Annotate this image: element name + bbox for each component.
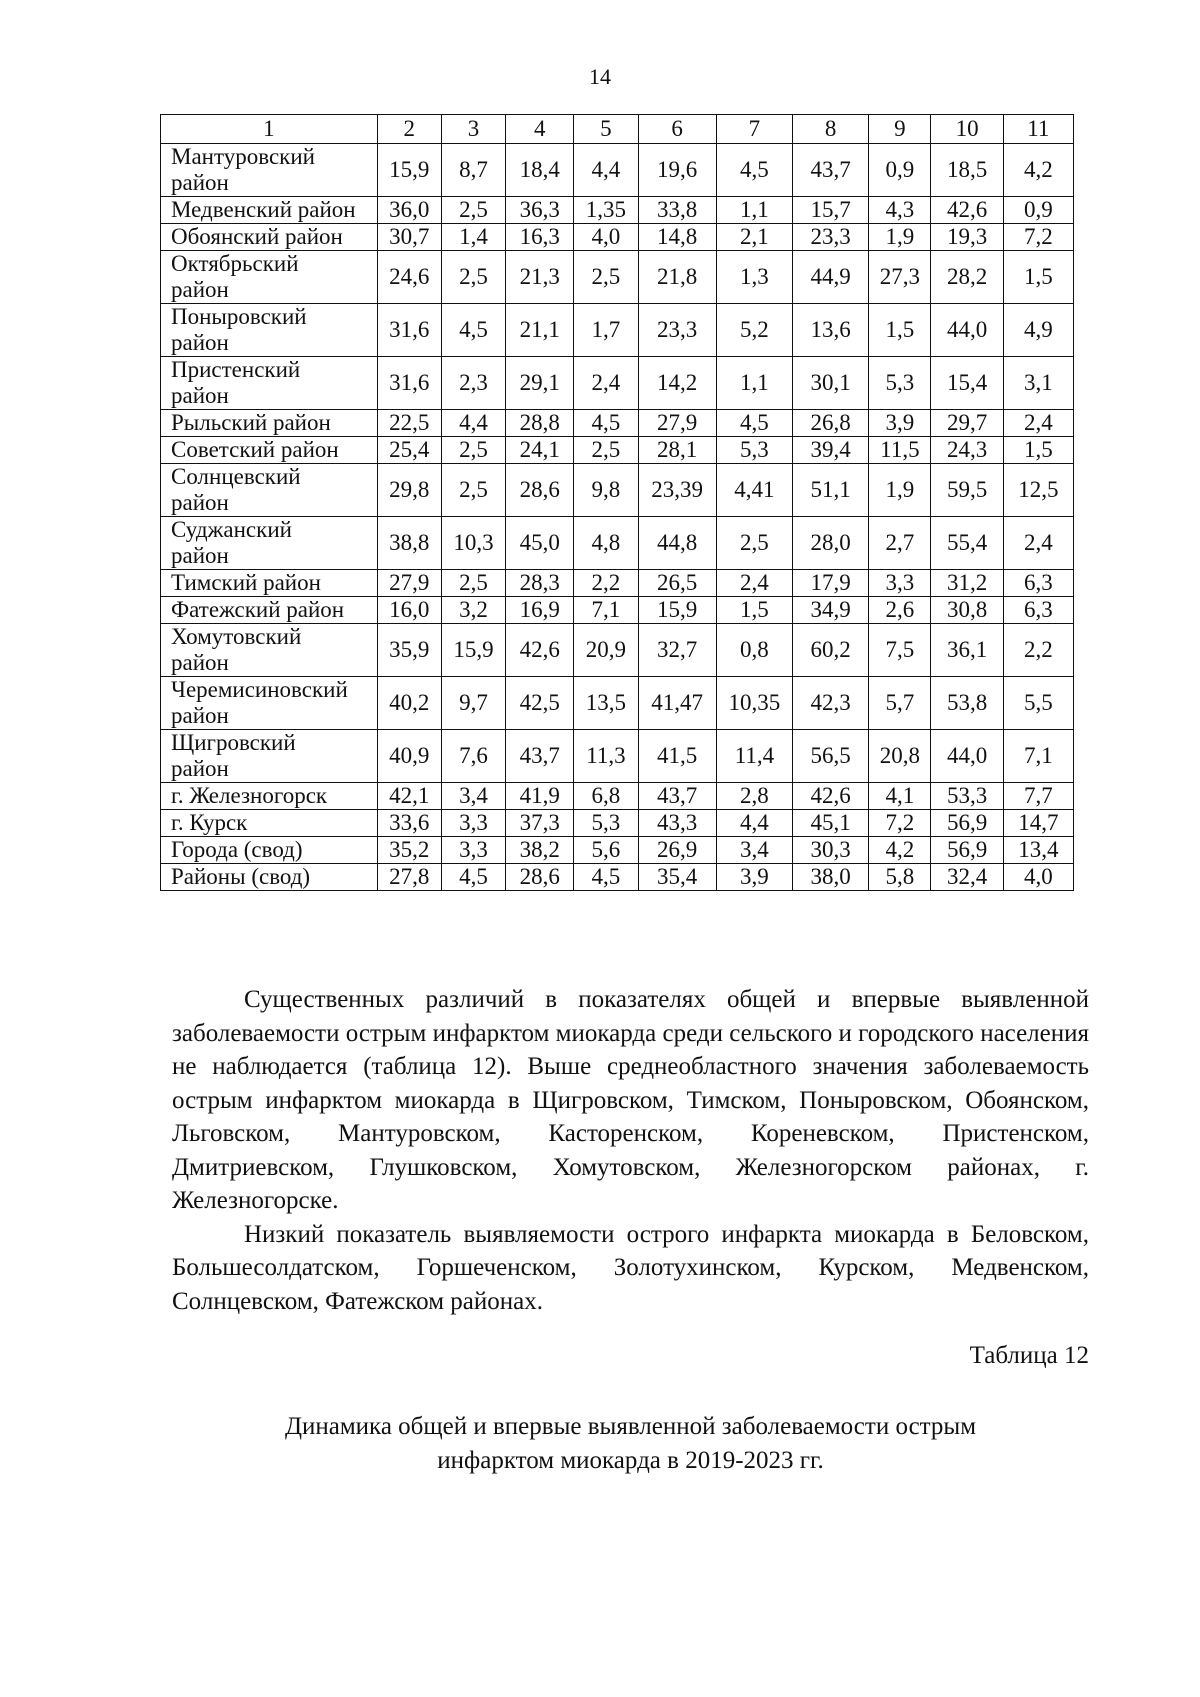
value-cell: 4,1 [869,783,931,810]
paragraph: Существенных различий в показателях общей и впервые выявленной заболеваемости острым инфарктом миокарда среди сельского и городского населения не наблюдается (таблица 12). Выше среднеобластного значения заболеваемость острым инфарктом миокарда в Щигровском, Тимском, Поныровском, Обоянском, Льговском, Мантуровском, Касторенском, Кореневском, Пристенском, Дмитриевском, Глушковском, Хомутовском, Железногорском районах, г. Железногорске. [172,986,1089,1214]
column-header: 7 [716,115,792,144]
value-cell: 10,3 [441,517,505,570]
value-cell: 23,3 [793,224,869,251]
value-cell: 30,1 [793,357,869,410]
value-cell: 28,6 [506,464,574,517]
value-cell: 24,3 [931,437,1003,464]
value-cell: 3,4 [716,837,792,864]
column-header: 2 [377,115,441,144]
value-cell: 0,8 [716,624,792,677]
table-row [161,730,1074,783]
value-cell: 21,8 [638,251,716,304]
value-cell: 2,5 [574,251,638,304]
value-cell: 12,5 [1003,464,1073,517]
value-cell: 26,5 [638,570,716,597]
paragraph: Низкий показатель выявляемости острого инфаркта миокарда в Беловском, Большесолдатском, Горшеченском, Золотухинском, Курском, Медвенском, Солнцевском, Фатежском районах. [172,1220,1089,1315]
value-cell: 27,9 [638,410,716,437]
district-name-cell: Медвенский район [161,197,378,224]
table-row [161,597,1074,624]
column-header: 10 [931,115,1003,144]
table-row [161,224,1074,251]
value-cell: 18,4 [506,144,574,197]
value-cell: 15,9 [377,144,441,197]
column-header: 8 [793,115,869,144]
district-name-cell: Рыльский район [161,410,378,437]
value-cell: 1,5 [716,597,792,624]
district-name-cell: Октябрьский район [161,251,378,304]
district-name-cell: Хомутовский район [161,624,378,677]
value-cell: 15,9 [638,597,716,624]
value-cell: 7,6 [441,730,505,783]
value-cell: 26,8 [793,410,869,437]
value-cell: 7,7 [1003,783,1073,810]
value-cell: 3,4 [441,783,505,810]
value-cell: 43,7 [638,783,716,810]
value-cell: 17,9 [793,570,869,597]
value-cell: 44,0 [931,730,1003,783]
value-cell: 55,4 [931,517,1003,570]
table-row [161,624,1074,677]
district-name-cell: Мантуровский район [161,144,378,197]
value-cell: 28,0 [793,517,869,570]
value-cell: 14,8 [638,224,716,251]
value-cell: 0,9 [1003,197,1073,224]
value-cell: 4,0 [1003,864,1073,891]
value-cell: 44,9 [793,251,869,304]
value-cell: 4,5 [574,410,638,437]
value-cell: 7,2 [1003,224,1073,251]
value-cell: 10,35 [716,677,792,730]
value-cell: 9,8 [574,464,638,517]
value-cell: 15,9 [441,624,505,677]
value-cell: 16,0 [377,597,441,624]
value-cell: 9,7 [441,677,505,730]
value-cell: 1,3 [716,251,792,304]
value-cell: 4,5 [441,304,505,357]
table-row [161,810,1074,837]
value-cell: 5,8 [869,864,931,891]
value-cell: 31,2 [931,570,1003,597]
value-cell: 2,1 [716,224,792,251]
value-cell: 41,47 [638,677,716,730]
table-row [161,304,1074,357]
district-name-cell: Пристенский район [161,357,378,410]
value-cell: 37,3 [506,810,574,837]
value-cell: 2,6 [869,597,931,624]
value-cell: 4,2 [1003,144,1073,197]
column-header: 9 [869,115,931,144]
value-cell: 2,5 [716,517,792,570]
column-header: 11 [1003,115,1073,144]
value-cell: 53,3 [931,783,1003,810]
value-cell: 23,39 [638,464,716,517]
value-cell: 31,6 [377,357,441,410]
value-cell: 36,1 [931,624,1003,677]
value-cell: 33,6 [377,810,441,837]
value-cell: 29,8 [377,464,441,517]
value-cell: 13,4 [1003,837,1073,864]
value-cell: 1,5 [869,304,931,357]
value-cell: 30,3 [793,837,869,864]
value-cell: 31,6 [377,304,441,357]
district-name-cell: Фатежский район [161,597,378,624]
body-text [172,983,1089,1318]
value-cell: 4,5 [716,410,792,437]
value-cell: 60,2 [793,624,869,677]
value-cell: 11,5 [869,437,931,464]
value-cell: 38,0 [793,864,869,891]
table-row [161,837,1074,864]
value-cell: 1,35 [574,197,638,224]
value-cell: 4,2 [869,837,931,864]
value-cell: 2,5 [574,437,638,464]
value-cell: 28,1 [638,437,716,464]
value-cell: 4,4 [574,144,638,197]
value-cell: 2,5 [441,437,505,464]
value-cell: 5,6 [574,837,638,864]
value-cell: 4,5 [441,864,505,891]
value-cell: 1,9 [869,224,931,251]
column-header: 3 [441,115,505,144]
value-cell: 38,8 [377,517,441,570]
value-cell: 35,2 [377,837,441,864]
value-cell: 2,2 [574,570,638,597]
value-cell: 2,4 [574,357,638,410]
value-cell: 20,9 [574,624,638,677]
value-cell: 3,3 [441,810,505,837]
value-cell: 42,3 [793,677,869,730]
table-row [161,783,1074,810]
value-cell: 41,5 [638,730,716,783]
value-cell: 4,3 [869,197,931,224]
value-cell: 3,9 [869,410,931,437]
value-cell: 44,0 [931,304,1003,357]
page-number: 14 [589,64,611,89]
value-cell: 5,7 [869,677,931,730]
district-name-cell: Суджанский район [161,517,378,570]
value-cell: 16,3 [506,224,574,251]
value-cell: 21,1 [506,304,574,357]
value-cell: 11,4 [716,730,792,783]
district-data-table [160,114,1074,891]
value-cell: 2,5 [441,464,505,517]
value-cell: 8,7 [441,144,505,197]
value-cell: 51,1 [793,464,869,517]
value-cell: 28,2 [931,251,1003,304]
column-header: 4 [506,115,574,144]
table-row [161,357,1074,410]
value-cell: 2,5 [441,570,505,597]
table-row [161,197,1074,224]
value-cell: 7,2 [869,810,931,837]
value-cell: 2,4 [716,570,792,597]
table-row [161,864,1074,891]
table-row [161,251,1074,304]
table-number-caption: Таблица 12 [969,1342,1089,1369]
district-name-cell: г. Курск [161,810,378,837]
value-cell: 5,5 [1003,677,1073,730]
value-cell: 4,4 [441,410,505,437]
table-body [161,144,1074,891]
value-cell: 22,5 [377,410,441,437]
value-cell: 1,5 [1003,437,1073,464]
value-cell: 35,4 [638,864,716,891]
value-cell: 4,9 [1003,304,1073,357]
value-cell: 56,9 [931,810,1003,837]
value-cell: 36,0 [377,197,441,224]
table-title: Динамика общей и впервые выявленной заболеваемости острым инфарктом миокарда в 2019-2023 гг. [284,1413,977,1474]
value-cell: 42,6 [931,197,1003,224]
value-cell: 40,9 [377,730,441,783]
value-cell: 2,4 [1003,517,1073,570]
value-cell: 43,7 [506,730,574,783]
value-cell: 45,1 [793,810,869,837]
value-cell: 33,8 [638,197,716,224]
table-row [161,464,1074,517]
value-cell: 6,8 [574,783,638,810]
value-cell: 3,2 [441,597,505,624]
value-cell: 14,7 [1003,810,1073,837]
district-name-cell: Обоянский район [161,224,378,251]
value-cell: 43,7 [793,144,869,197]
value-cell: 56,5 [793,730,869,783]
value-cell: 45,0 [506,517,574,570]
value-cell: 38,2 [506,837,574,864]
district-name-cell: Районы (свод) [161,864,378,891]
value-cell: 26,9 [638,837,716,864]
value-cell: 29,1 [506,357,574,410]
value-cell: 7,1 [1003,730,1073,783]
value-cell: 43,3 [638,810,716,837]
value-cell: 18,5 [931,144,1003,197]
value-cell: 3,1 [1003,357,1073,410]
value-cell: 25,4 [377,437,441,464]
value-cell: 15,4 [931,357,1003,410]
value-cell: 2,5 [441,197,505,224]
column-header: 6 [638,115,716,144]
table-row [161,437,1074,464]
value-cell: 39,4 [793,437,869,464]
value-cell: 40,2 [377,677,441,730]
table-header-row [161,115,1074,144]
value-cell: 29,7 [931,410,1003,437]
table-row [161,517,1074,570]
value-cell: 3,3 [441,837,505,864]
column-header: 1 [161,115,378,144]
value-cell: 28,6 [506,864,574,891]
value-cell: 0,9 [869,144,931,197]
value-cell: 28,8 [506,410,574,437]
value-cell: 42,1 [377,783,441,810]
value-cell: 28,3 [506,570,574,597]
table-row [161,410,1074,437]
value-cell: 5,3 [574,810,638,837]
value-cell: 44,8 [638,517,716,570]
value-cell: 41,9 [506,783,574,810]
value-cell: 1,9 [869,464,931,517]
value-cell: 36,3 [506,197,574,224]
value-cell: 4,0 [574,224,638,251]
value-cell: 30,8 [931,597,1003,624]
value-cell: 2,3 [441,357,505,410]
value-cell: 5,2 [716,304,792,357]
value-cell: 56,9 [931,837,1003,864]
district-name-cell: Черемисиновский район [161,677,378,730]
table-row [161,144,1074,197]
value-cell: 32,4 [931,864,1003,891]
table-row [161,677,1074,730]
value-cell: 2,8 [716,783,792,810]
value-cell: 11,3 [574,730,638,783]
value-cell: 27,8 [377,864,441,891]
value-cell: 1,1 [716,357,792,410]
value-cell: 7,1 [574,597,638,624]
value-cell: 24,6 [377,251,441,304]
district-name-cell: Солнцевский район [161,464,378,517]
value-cell: 3,3 [869,570,931,597]
value-cell: 19,6 [638,144,716,197]
value-cell: 4,5 [574,864,638,891]
value-cell: 14,2 [638,357,716,410]
value-cell: 2,4 [1003,410,1073,437]
value-cell: 16,9 [506,597,574,624]
value-cell: 2,7 [869,517,931,570]
column-header: 5 [574,115,638,144]
value-cell: 4,4 [716,810,792,837]
value-cell: 13,6 [793,304,869,357]
value-cell: 24,1 [506,437,574,464]
value-cell: 13,5 [574,677,638,730]
value-cell: 5,3 [716,437,792,464]
value-cell: 27,9 [377,570,441,597]
value-cell: 7,5 [869,624,931,677]
value-cell: 4,41 [716,464,792,517]
district-name-cell: Щигровский район [161,730,378,783]
table-row [161,570,1074,597]
value-cell: 30,7 [377,224,441,251]
value-cell: 23,3 [638,304,716,357]
value-cell: 35,9 [377,624,441,677]
value-cell: 32,7 [638,624,716,677]
district-name-cell: Города (свод) [161,837,378,864]
value-cell: 15,7 [793,197,869,224]
value-cell: 21,3 [506,251,574,304]
value-cell: 1,1 [716,197,792,224]
district-name-cell: Тимский район [161,570,378,597]
district-name-cell: Советский район [161,437,378,464]
value-cell: 6,3 [1003,570,1073,597]
value-cell: 4,8 [574,517,638,570]
value-cell: 27,3 [869,251,931,304]
value-cell: 34,9 [793,597,869,624]
value-cell: 4,5 [716,144,792,197]
value-cell: 6,3 [1003,597,1073,624]
value-cell: 5,3 [869,357,931,410]
value-cell: 2,2 [1003,624,1073,677]
district-name-cell: Поныровский район [161,304,378,357]
district-name-cell: г. Железногорск [161,783,378,810]
value-cell: 2,5 [441,251,505,304]
value-cell: 1,7 [574,304,638,357]
value-cell: 3,9 [716,864,792,891]
value-cell: 42,6 [793,783,869,810]
value-cell: 19,3 [931,224,1003,251]
value-cell: 59,5 [931,464,1003,517]
value-cell: 20,8 [869,730,931,783]
value-cell: 53,8 [931,677,1003,730]
value-cell: 1,5 [1003,251,1073,304]
value-cell: 42,6 [506,624,574,677]
value-cell: 42,5 [506,677,574,730]
value-cell: 1,4 [441,224,505,251]
